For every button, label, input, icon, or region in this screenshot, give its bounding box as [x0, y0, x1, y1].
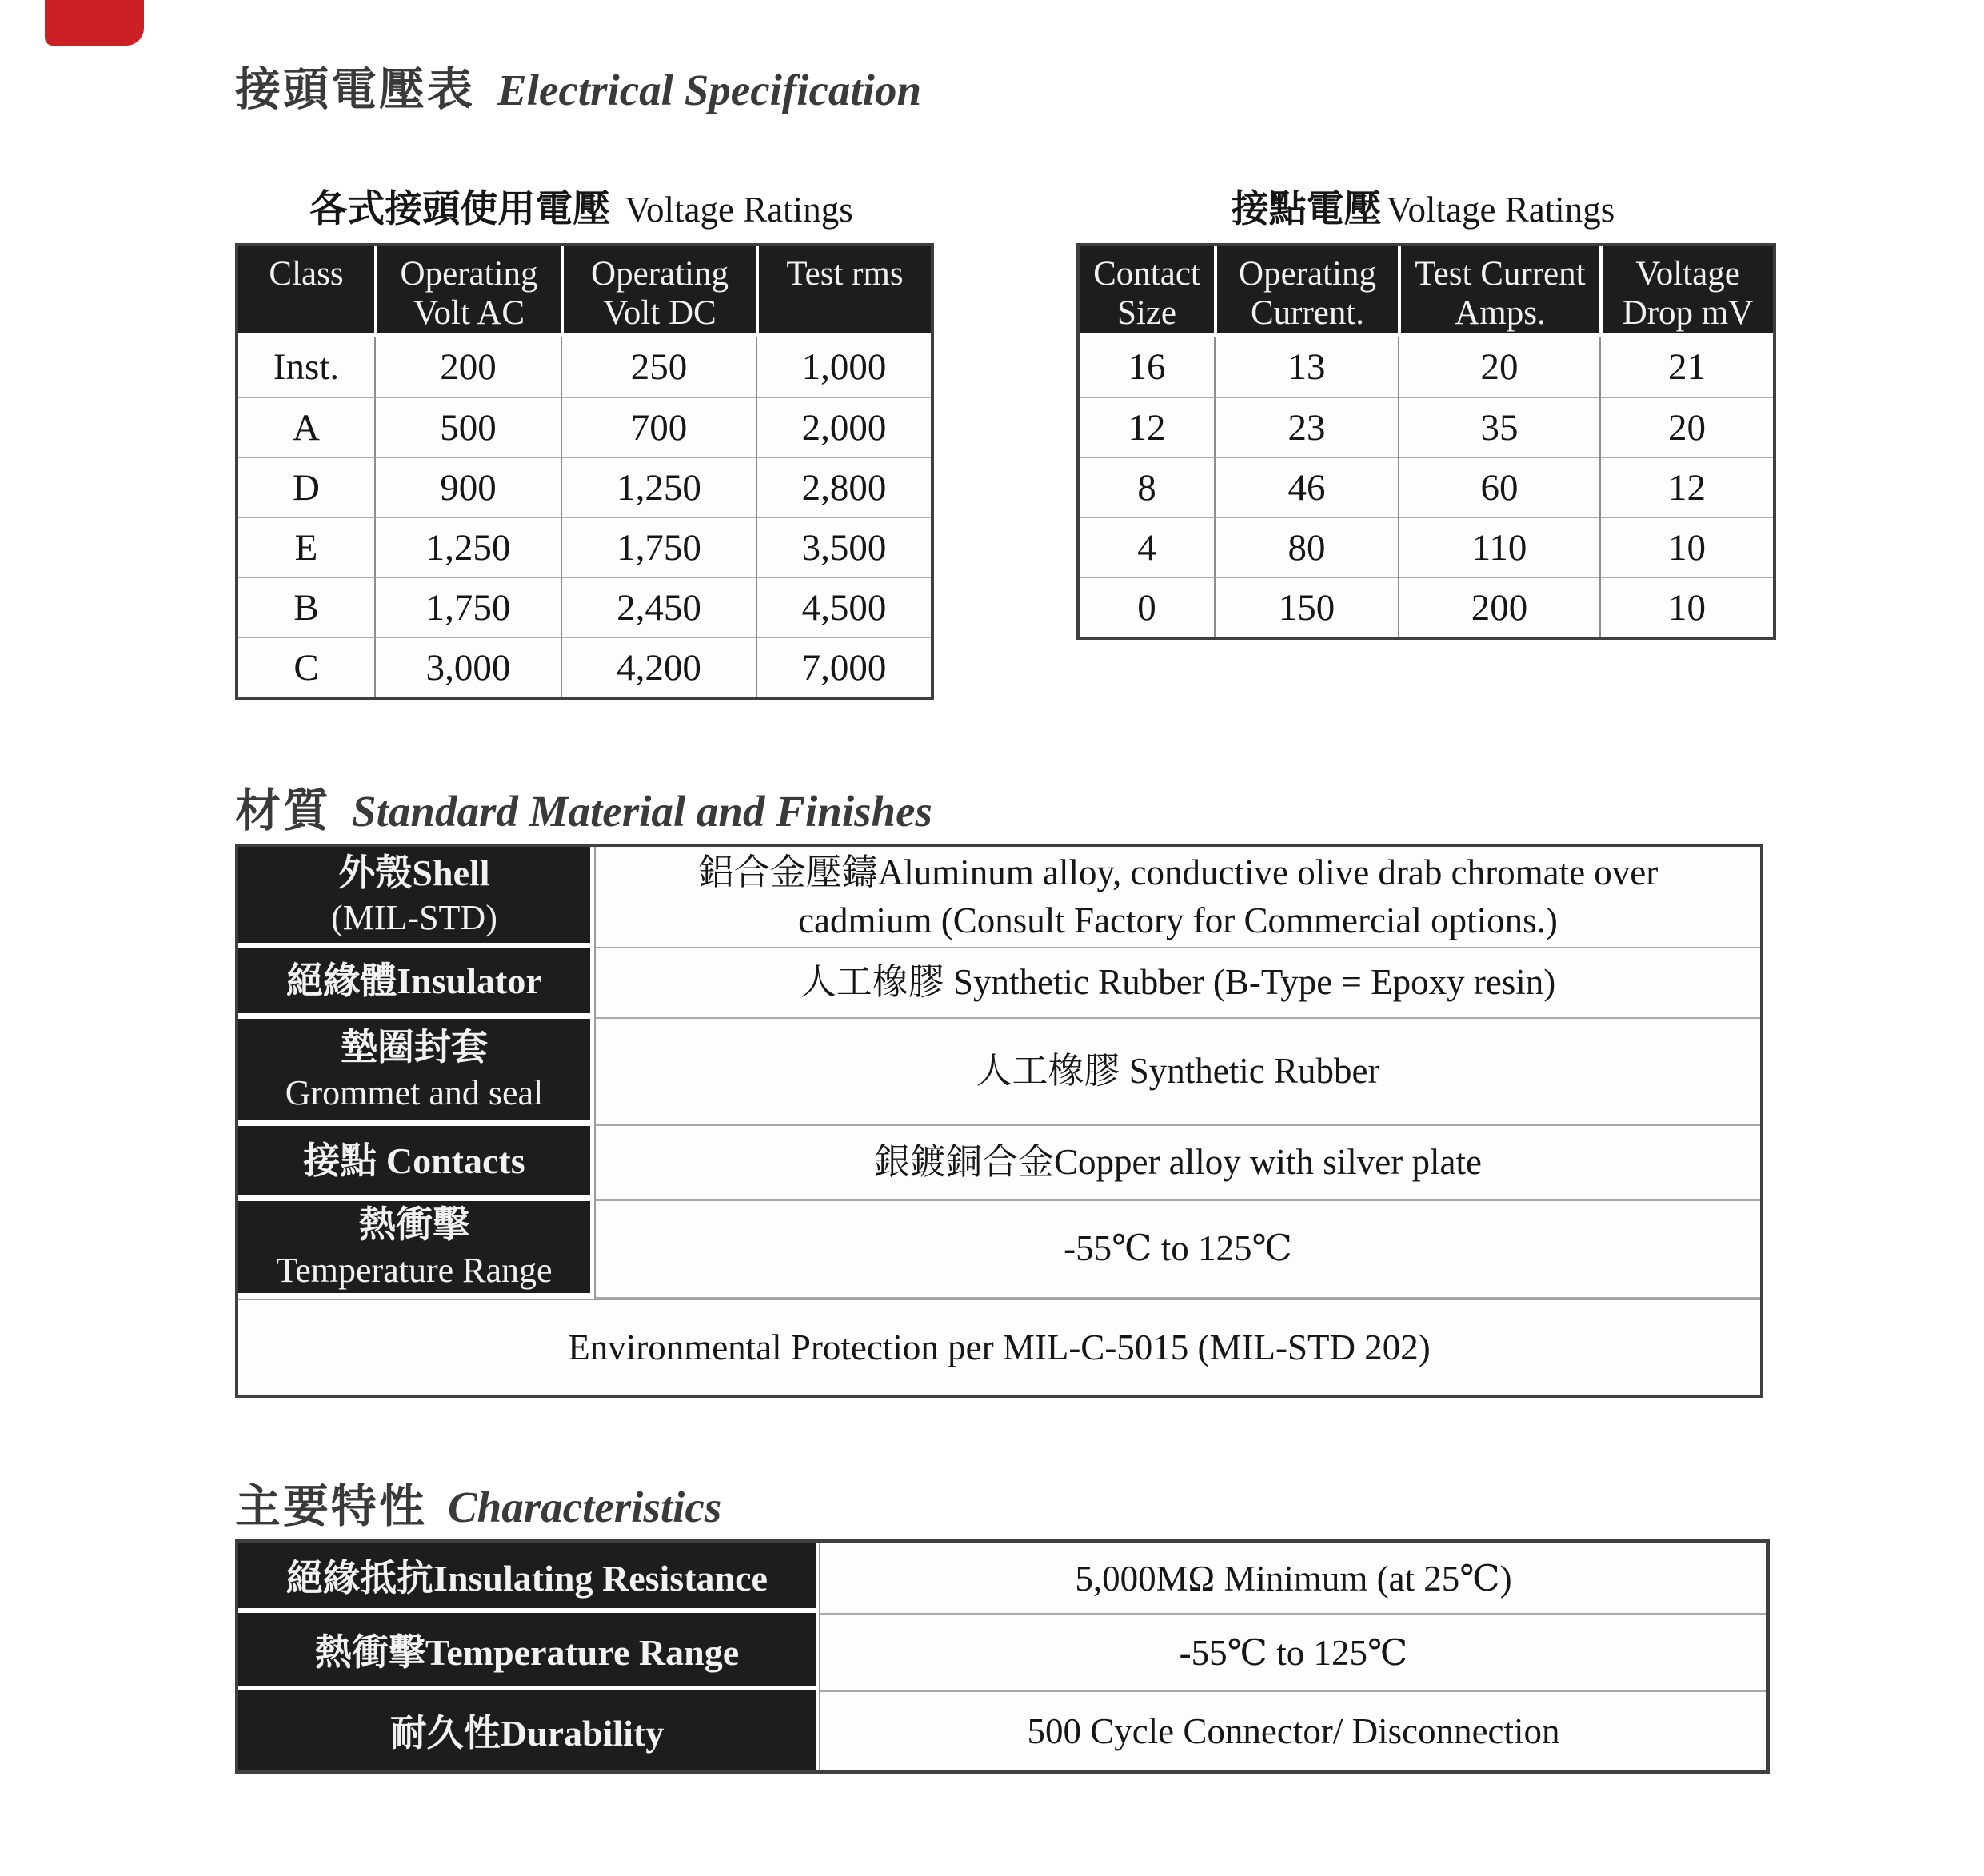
- table-row: [238, 337, 931, 397]
- connector-voltage-section: [235, 184, 928, 700]
- row-label-temperature-range: 熱衝擊Temperature Range: [238, 1613, 819, 1690]
- cell: 2,000: [756, 397, 931, 457]
- header-line: Class: [269, 255, 344, 293]
- header-line: Operating: [400, 255, 538, 293]
- header-row: [238, 246, 931, 337]
- header-line: Volt AC: [413, 294, 525, 333]
- cell: 3,000: [374, 637, 561, 697]
- connector-voltage-title-en: Voltage Ratings: [625, 190, 853, 230]
- characteristics-heading-zh: 主要特性: [235, 1482, 427, 1532]
- table-row: [238, 577, 931, 637]
- header-line: Size: [1116, 294, 1177, 333]
- cell: 0: [1080, 577, 1214, 637]
- cell: 60: [1398, 457, 1599, 517]
- table-row: [238, 1613, 1766, 1690]
- table-row: [238, 457, 931, 517]
- materials-footer-note: Environmental Protection per MIL-C-5015 (MIL-STD 202): [238, 1299, 1760, 1395]
- table-row: [238, 517, 931, 577]
- label-line: Temperature Range: [276, 1250, 553, 1290]
- characteristics-heading: [235, 1470, 721, 1535]
- contact-voltage-section: [1076, 184, 1770, 640]
- value-line: 鋁合金壓鑄Aluminum alloy, conductive olive drab chromate over: [697, 852, 1659, 893]
- cell: 7,000: [756, 637, 931, 697]
- row-label-durability: 耐久性Durability: [238, 1690, 819, 1770]
- table-row: [238, 1201, 1760, 1299]
- row-value-insulator: [594, 948, 1760, 1019]
- cell: C: [238, 637, 374, 697]
- table-row: [238, 1126, 1760, 1201]
- header-line: Amps.: [1455, 294, 1546, 333]
- label-line: (MIL-STD): [331, 898, 497, 938]
- table-row: [1080, 457, 1773, 517]
- header-row: [1080, 246, 1773, 337]
- cell: 10: [1599, 577, 1773, 637]
- cell: 21: [1599, 337, 1773, 397]
- row-label-grommet-seal: [238, 1019, 594, 1126]
- header-cell-contact-size: [1080, 246, 1214, 337]
- label-line: 熱衝擊: [359, 1204, 469, 1245]
- row-value-insulating-resistance: 5,000MΩ Minimum (at 25℃): [819, 1543, 1766, 1613]
- table-row: [1080, 337, 1773, 397]
- value-line: -55℃ to 125℃: [1064, 1228, 1292, 1269]
- header-cell-test-current-amps: [1398, 246, 1599, 337]
- row-value-contacts: [594, 1126, 1760, 1201]
- characteristics-heading-en: Characteristics: [448, 1483, 722, 1531]
- cell: 10: [1599, 517, 1773, 577]
- cell: 46: [1214, 457, 1398, 517]
- materials-table: [235, 844, 1763, 1398]
- header-line: Voltage: [1635, 255, 1740, 293]
- contact-voltage-title-en: Voltage Ratings: [1386, 190, 1615, 230]
- label-line: Grommet and seal: [285, 1072, 544, 1112]
- cell: 12: [1599, 457, 1773, 517]
- row-value-grommet-seal: [594, 1019, 1760, 1126]
- materials-heading: [235, 774, 932, 840]
- cell: B: [238, 577, 374, 637]
- cell: 1,250: [561, 457, 756, 517]
- table-row: [238, 1543, 1766, 1613]
- connector-voltage-table: [235, 243, 934, 700]
- cell: 16: [1080, 337, 1214, 397]
- cell: 200: [1398, 577, 1599, 637]
- table-row: [1080, 517, 1773, 577]
- materials-heading-en: Standard Material and Finishes: [352, 787, 932, 836]
- cell: 8: [1080, 457, 1214, 517]
- cell: 4,200: [561, 637, 756, 697]
- header-cell-operating-current: [1214, 246, 1398, 337]
- table-row: [238, 637, 931, 697]
- cell: 4: [1080, 517, 1214, 577]
- cell: 2,450: [561, 577, 756, 637]
- cell: 4,500: [756, 577, 931, 637]
- table-row: [238, 847, 1760, 948]
- table-row: [238, 1299, 1760, 1395]
- table-row: [1080, 397, 1773, 457]
- contact-voltage-table: [1076, 243, 1776, 640]
- cell: 250: [561, 337, 756, 397]
- contact-voltage-title-zh: 接點電壓: [1231, 189, 1382, 230]
- cell: 13: [1214, 337, 1398, 397]
- value-line: 人工橡膠 Synthetic Rubber: [976, 1051, 1380, 1092]
- cell: 200: [374, 337, 561, 397]
- contact-voltage-table-title: [1076, 184, 1770, 235]
- table-row: [1080, 577, 1773, 637]
- row-label-shell: [238, 847, 594, 948]
- header-line: Current.: [1250, 294, 1365, 333]
- header-line: Operating: [591, 255, 729, 293]
- header-line: Volt DC: [603, 294, 717, 333]
- cell: 700: [561, 397, 756, 457]
- page-title: [235, 53, 921, 118]
- cell: 20: [1599, 397, 1773, 457]
- label-line: 外殼Shell: [338, 852, 490, 893]
- cell: 110: [1398, 517, 1599, 577]
- table-row: [238, 397, 931, 457]
- cell: 1,750: [561, 517, 756, 577]
- cell: 1,250: [374, 517, 561, 577]
- cell: 1,000: [756, 337, 931, 397]
- label-line: 墊圈封套: [341, 1027, 488, 1068]
- connector-voltage-title-zh: 各式接頭使用電壓: [309, 189, 611, 230]
- page-title-zh: 接頭電壓表: [235, 65, 475, 115]
- table-row: [238, 1019, 1760, 1126]
- table-row: [238, 1690, 1766, 1770]
- row-value-temperature-range: -55℃ to 125℃: [819, 1613, 1766, 1690]
- row-value-durability: 500 Cycle Connector/ Disconnection: [819, 1690, 1766, 1770]
- page-title-en: Electrical Specification: [497, 66, 922, 114]
- header-cell-operating-volt-dc: [561, 246, 756, 337]
- cell: E: [238, 517, 374, 577]
- header-line: Contact: [1093, 255, 1200, 293]
- header-cell-test-rms: [756, 246, 931, 337]
- row-label-contacts: [238, 1126, 594, 1201]
- cell: D: [238, 457, 374, 517]
- row-value-temperature-range: [594, 1201, 1760, 1299]
- row-label-insulator: [238, 948, 594, 1019]
- header-cell-class: [238, 246, 374, 337]
- value-line: cadmium (Consult Factory for Commercial options.): [798, 900, 1558, 940]
- cell: 500: [374, 397, 561, 457]
- cell: Inst.: [238, 337, 374, 397]
- cell: A: [238, 397, 374, 457]
- cell: 20: [1398, 337, 1599, 397]
- cell: 3,500: [756, 517, 931, 577]
- cell: 35: [1398, 397, 1599, 457]
- red-corner-mark: [45, 0, 144, 46]
- cell: 900: [374, 457, 561, 517]
- header-cell-voltage-drop: [1599, 246, 1773, 337]
- value-line: 銀鍍銅合金Copper alloy with silver plate: [874, 1142, 1482, 1183]
- label-line: 絕緣體Insulator: [286, 960, 542, 1001]
- header-line: Test Current: [1415, 255, 1586, 293]
- label-line: 接點 Contacts: [303, 1140, 525, 1181]
- cell: 23: [1214, 397, 1398, 457]
- header-line: Drop mV: [1622, 294, 1754, 333]
- header-cell-operating-volt-ac: [374, 246, 561, 337]
- cell: 80: [1214, 517, 1398, 577]
- row-label-temperature-range: [238, 1201, 594, 1299]
- value-line: 人工橡膠 Synthetic Rubber (B-Type = Epoxy resin): [800, 962, 1556, 1003]
- characteristics-table: [235, 1539, 1770, 1774]
- header-line: Test rms: [786, 255, 904, 293]
- materials-heading-zh: 材質: [235, 786, 331, 836]
- row-value-shell: [594, 847, 1760, 948]
- row-label-insulating-resistance: 絕緣抵抗Insulating Resistance: [238, 1543, 819, 1613]
- cell: 12: [1080, 397, 1214, 457]
- header-line: Operating: [1239, 255, 1376, 293]
- cell: 2,800: [756, 457, 931, 517]
- cell: 1,750: [374, 577, 561, 637]
- cell: 150: [1214, 577, 1398, 637]
- table-row: [238, 948, 1760, 1019]
- connector-voltage-table-title: [235, 184, 928, 235]
